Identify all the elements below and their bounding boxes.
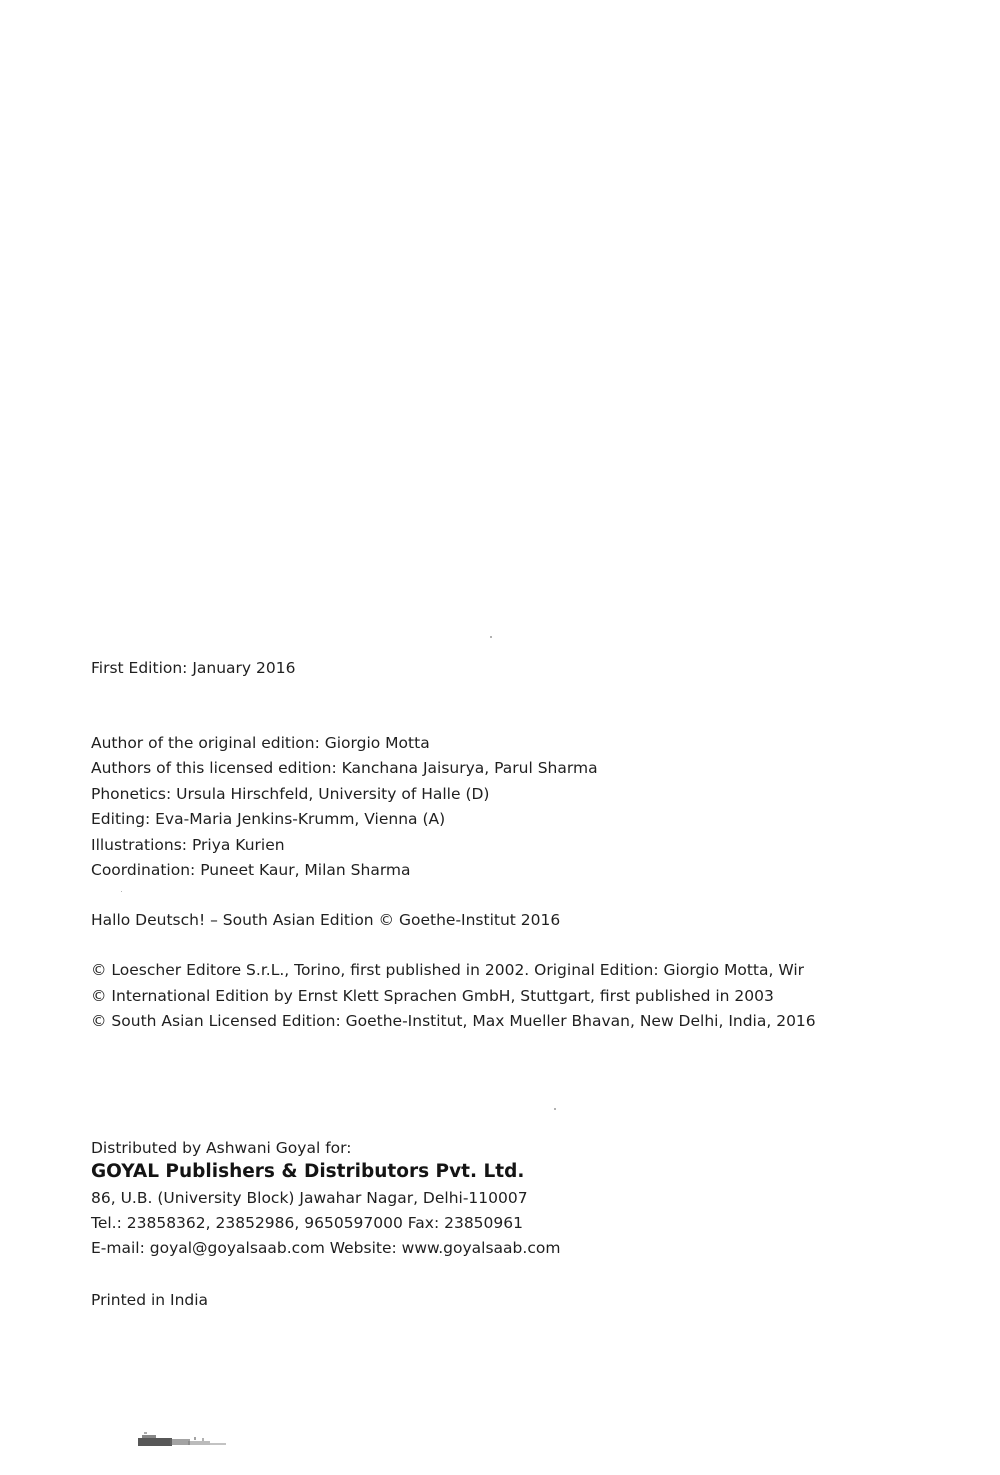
title-copyright-line: Hallo Deutsch! – South Asian Edition © Goethe-Institut 2016 [91, 911, 561, 929]
ink-smudge-mark [132, 1432, 230, 1448]
dust-speck [490, 636, 492, 638]
publisher-address: 86, U.B. (University Block) Jawahar Nagar, Delhi-110007 [91, 1189, 528, 1207]
dust-speck [121, 891, 122, 892]
printed-in-line: Printed in India [91, 1291, 209, 1309]
editing-line: Editing: Eva-Maria Jenkins-Krumm, Vienna (A) [91, 810, 446, 828]
phonetics-line: Phonetics: Ursula Hirschfeld, University of Halle (D) [91, 785, 490, 803]
publisher-contact: E-mail: goyal@goyalsaab.com Website: www.goyalsaab.com [91, 1239, 561, 1257]
illustrations-line: Illustrations: Priya Kurien [91, 836, 285, 854]
distributed-by-line: Distributed by Ashwani Goyal for: [91, 1139, 352, 1157]
dust-speck [554, 1108, 556, 1110]
publisher-phone: Tel.: 23858362, 23852986, 9650597000 Fax: 23850961 [91, 1214, 523, 1232]
first-edition-line: First Edition: January 2016 [91, 659, 296, 677]
licensed-authors-line: Authors of this licensed edition: Kanchana Jaisurya, Parul Sharma [91, 759, 598, 777]
copyright-line-loescher: © Loescher Editore S.r.L., Torino, first published in 2002. Original Edition: Giorgio Motta, Wir [91, 961, 805, 979]
coordination-line: Coordination: Puneet Kaur, Milan Sharma [91, 861, 411, 879]
original-author-line: Author of the original edition: Giorgio Motta [91, 734, 430, 752]
copyright-line-goethe: © South Asian Licensed Edition: Goethe-Institut, Max Mueller Bhavan, New Delhi, India, 2016 [91, 1012, 816, 1030]
publisher-name: GOYAL Publishers & Distributors Pvt. Ltd. [91, 1161, 525, 1182]
copyright-line-klett: © International Edition by Ernst Klett Sprachen GmbH, Stuttgart, first published in 2003 [91, 987, 774, 1005]
